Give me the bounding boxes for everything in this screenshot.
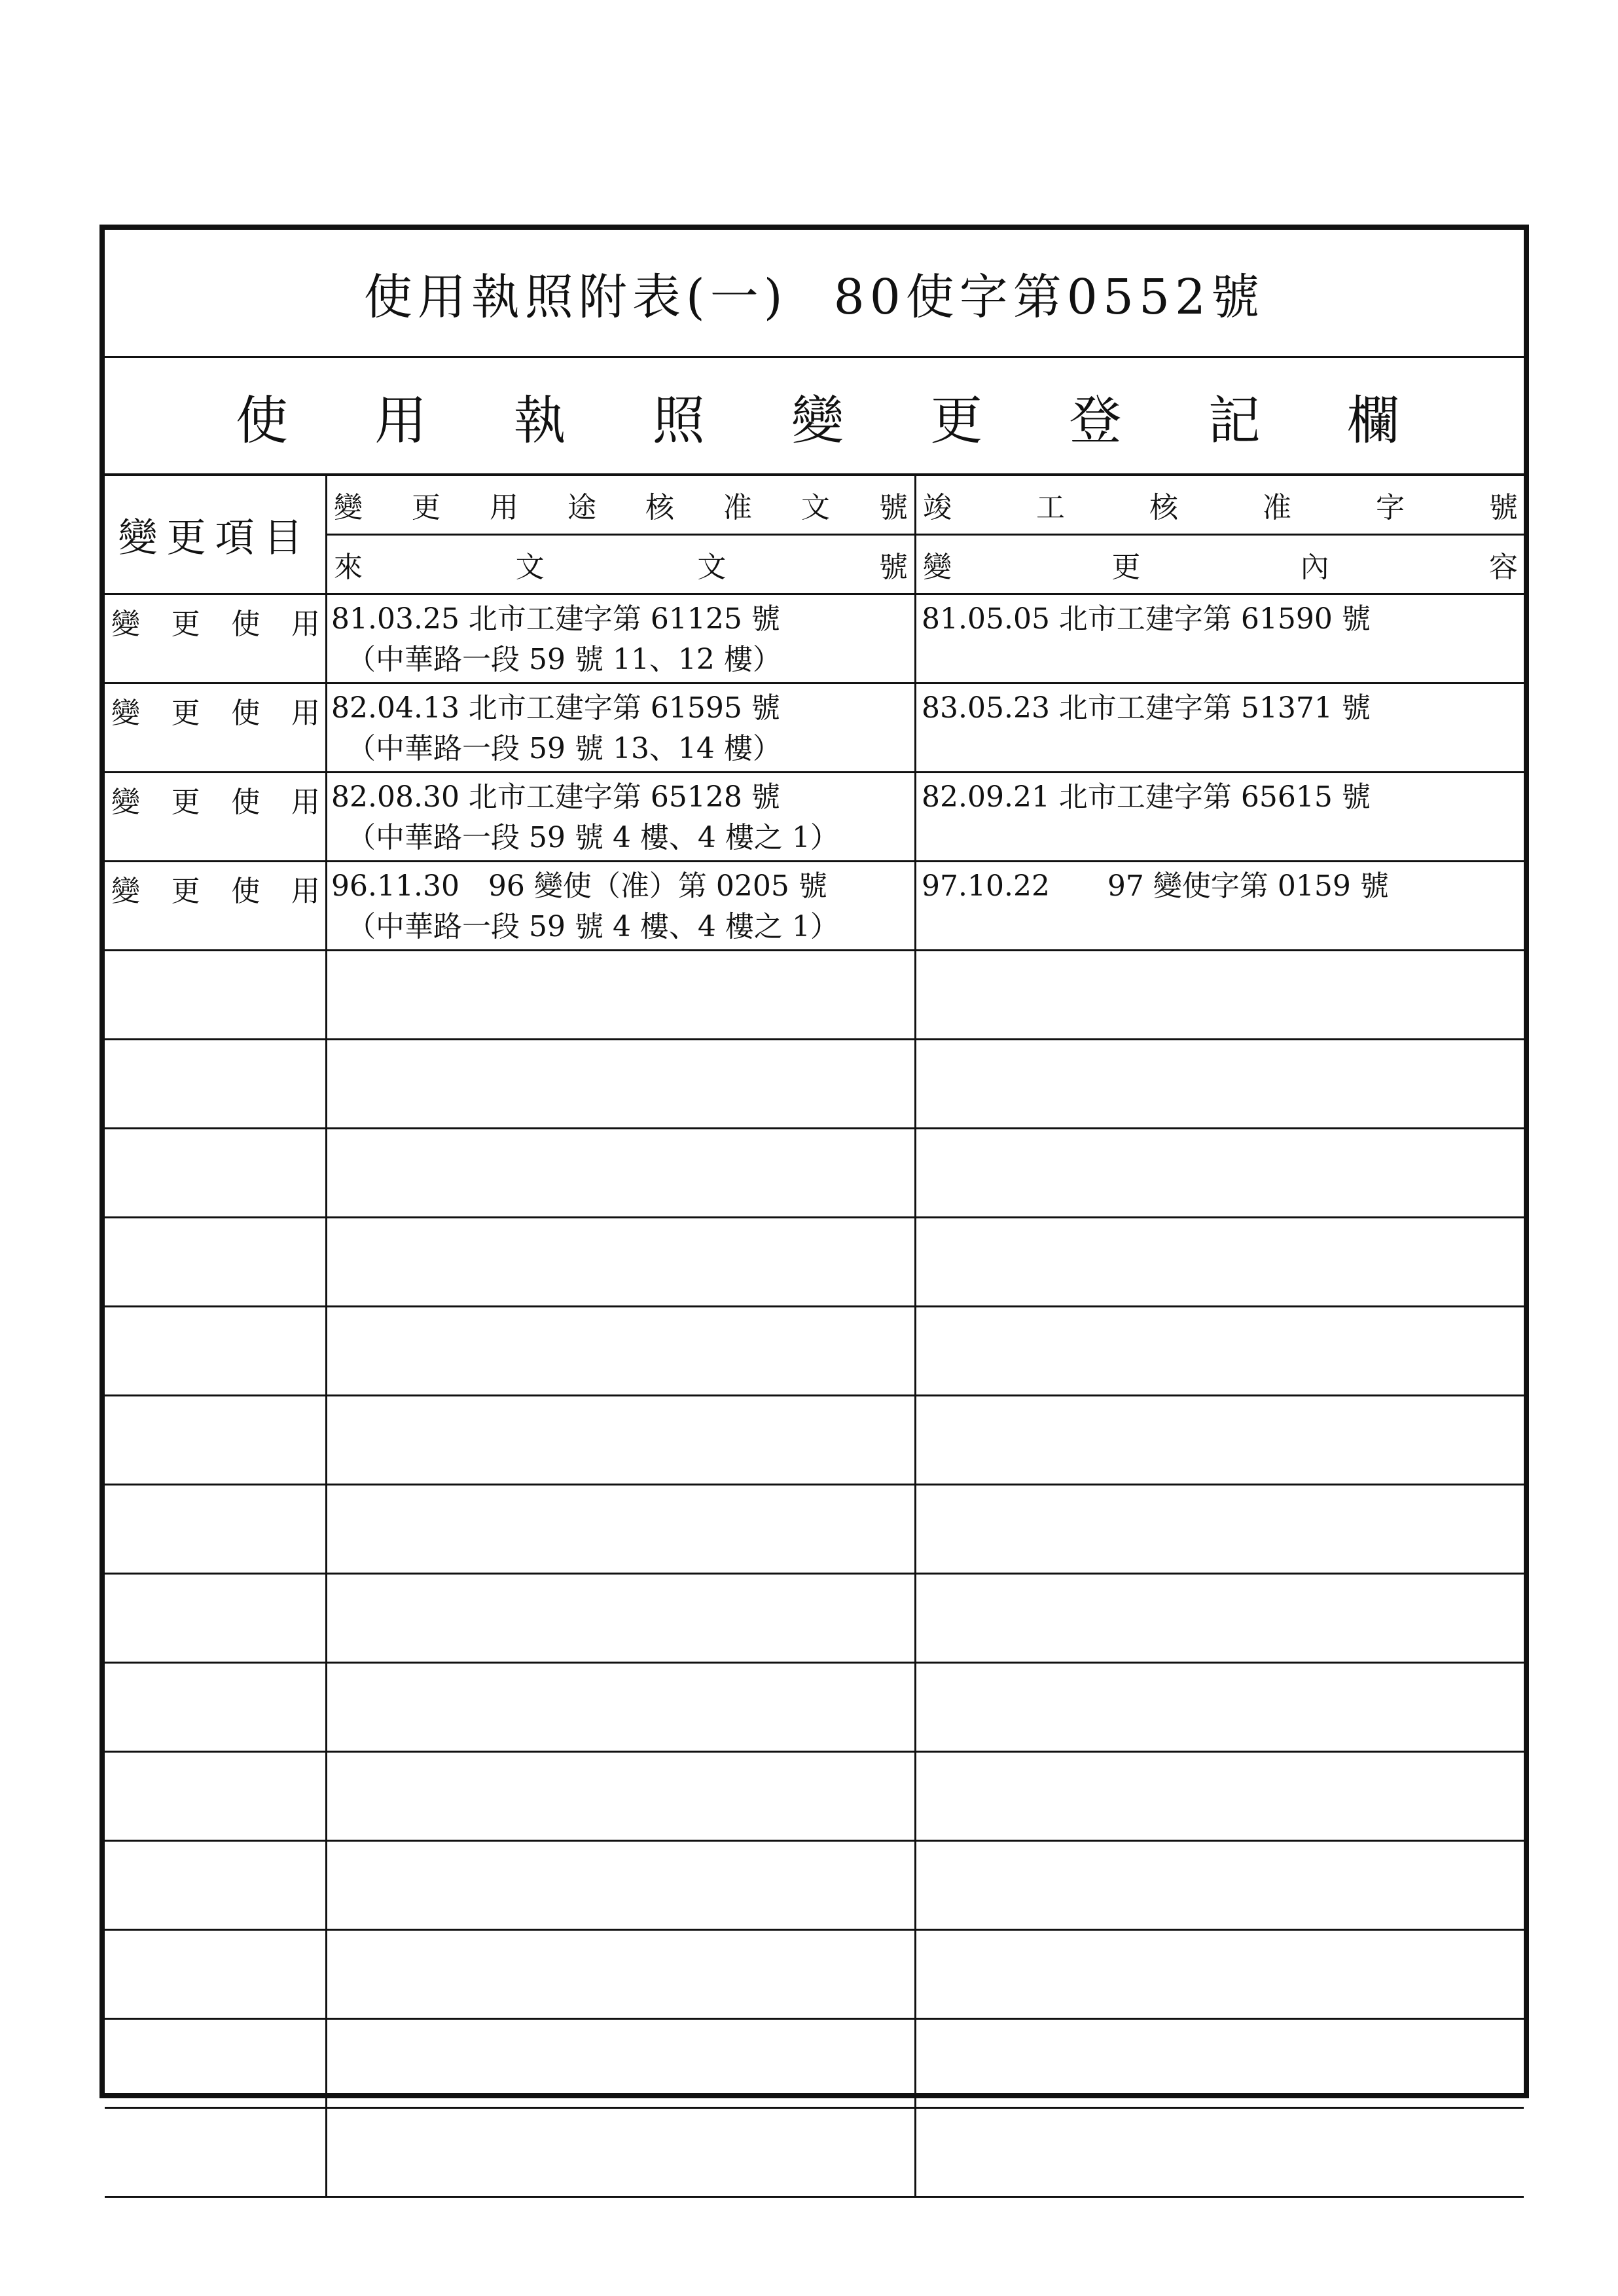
header-approval-doc-number (327, 476, 916, 536)
header-change-content (916, 536, 1524, 595)
incoming-doc-address: （中華路一段 59 號 11、12 樓） (347, 643, 782, 676)
subtitle-char: 執 (513, 390, 566, 451)
incoming-doc-address: （中華路一段 59 號 13、14 樓） (347, 732, 782, 765)
incoming-doc-cell (327, 595, 916, 682)
completion-approval-cell: 82.09.21 北市工建字第 65615 號 (922, 780, 1371, 814)
completion-approval-cell (916, 1396, 1524, 1484)
change-item-cell (105, 862, 327, 949)
header-char: 變 (334, 491, 363, 524)
completion-approval-cell (916, 1664, 1524, 1751)
incoming-doc-cell (327, 1396, 916, 1484)
header-char: 內 (1300, 551, 1329, 584)
form-title-label: 使用執照附表(一) (363, 268, 788, 325)
completion-approval-cell (916, 1218, 1524, 1305)
incoming-doc-cell (327, 2109, 916, 2196)
incoming-doc-cell (327, 1664, 916, 1751)
change-item-cell (105, 951, 327, 1038)
header-char: 文 (697, 551, 727, 584)
completion-approval-cell (916, 951, 1524, 1038)
form-title-number: 80使字第0552號 (833, 268, 1265, 325)
subtitle-char: 更 (930, 390, 983, 451)
change-item-cell (105, 1931, 327, 2018)
incoming-doc-cell (327, 1842, 916, 1929)
change-item-cell (105, 2109, 327, 2196)
table-row (105, 595, 1524, 684)
header-char: 容 (1488, 551, 1518, 584)
header-char: 用 (490, 491, 518, 524)
change-item-char: 用 (291, 786, 320, 819)
completion-approval-cell (916, 2109, 1524, 2196)
incoming-doc-cell (327, 1485, 916, 1573)
completion-approval-cell (916, 1931, 1524, 2018)
incoming-doc-cell (327, 1218, 916, 1305)
subtitle-char: 記 (1208, 390, 1261, 451)
license-form (99, 225, 1529, 2098)
change-item-cell (105, 1842, 327, 1929)
header-char: 更 (412, 491, 440, 524)
change-item-cell (105, 1129, 327, 1216)
table-row (105, 1396, 1524, 1485)
change-item-char: 變 (111, 608, 140, 641)
change-item-cell (105, 684, 327, 771)
change-item-cell (105, 1218, 327, 1305)
incoming-doc-address: （中華路一段 59 號 4 樓、4 樓之 1） (347, 910, 839, 943)
header-change-item: 變更項目 (105, 476, 327, 595)
completion-approval-cell (916, 1485, 1524, 1573)
completion-approval-cell (916, 1575, 1524, 1662)
header-char: 文 (801, 491, 830, 524)
incoming-doc-cell (327, 1575, 916, 1662)
change-item-char: 用 (291, 608, 320, 641)
header-char: 核 (645, 491, 674, 524)
subtitle-char: 照 (652, 390, 705, 451)
change-item-cell (105, 1396, 327, 1484)
completion-approval-cell (916, 1129, 1524, 1216)
incoming-doc-cell (327, 1753, 916, 1840)
incoming-doc-cell (327, 1129, 916, 1216)
header-char: 來 (334, 551, 363, 584)
table-row (105, 1753, 1524, 1842)
header-char: 號 (879, 491, 908, 524)
incoming-doc-cell (327, 862, 916, 949)
form-subtitle (105, 358, 1524, 476)
header-char: 准 (723, 491, 752, 524)
table-row (105, 1307, 1524, 1396)
completion-approval-cell: 97.10.22 97 變使字第 0159 號 (922, 869, 1389, 903)
table-row (105, 1842, 1524, 1931)
change-item-char: 用 (291, 697, 320, 730)
change-item-cell (105, 1040, 327, 1127)
subtitle-char: 變 (791, 390, 844, 451)
change-item-char: 變 (111, 786, 140, 819)
header-char: 竣 (923, 491, 952, 524)
header-char: 核 (1149, 491, 1178, 524)
header-char: 號 (878, 551, 908, 584)
header-char: 途 (567, 491, 596, 524)
change-item-char: 變 (111, 875, 140, 908)
table-row (105, 773, 1524, 862)
header-char: 變 (923, 551, 952, 584)
subtitle-char: 使 (236, 390, 288, 451)
incoming-doc-cell (327, 951, 916, 1038)
table-row (105, 1485, 1524, 1575)
table-row (105, 1040, 1524, 1129)
table-row (105, 1931, 1524, 2020)
change-item-char: 更 (171, 697, 200, 730)
table-row (105, 1129, 1524, 1218)
change-item-cell (105, 595, 327, 682)
change-item-char: 更 (171, 786, 200, 819)
header-char: 字 (1376, 491, 1405, 524)
change-item-cell (105, 1664, 327, 1751)
table-row (105, 862, 1524, 951)
completion-approval-cell (916, 1753, 1524, 1840)
incoming-doc-cell (327, 2020, 916, 2107)
incoming-doc-number: 82.08.30 北市工建字第 65128 號 (331, 780, 780, 814)
change-item-char: 使 (231, 697, 261, 730)
table-row (105, 951, 1524, 1040)
table-row (105, 1664, 1524, 1753)
change-item-cell (105, 2020, 327, 2107)
header-char: 更 (1111, 551, 1141, 584)
incoming-doc-cell (327, 773, 916, 860)
incoming-doc-cell (327, 1040, 916, 1127)
subtitle-char: 欄 (1347, 390, 1399, 451)
form-title (105, 230, 1524, 358)
change-item-char: 使 (231, 608, 261, 641)
header-char: 文 (515, 551, 545, 584)
header-char: 准 (1263, 491, 1291, 524)
completion-approval-cell (916, 2020, 1524, 2107)
header-incoming-doc-number (327, 536, 916, 595)
change-item-cell (105, 1307, 327, 1394)
table-row (105, 1218, 1524, 1307)
table-row (105, 684, 1524, 773)
header-char: 工 (1036, 491, 1065, 524)
header-completion-number (916, 476, 1524, 536)
incoming-doc-cell (327, 1307, 916, 1394)
change-item-char: 更 (171, 608, 200, 641)
incoming-doc-cell (327, 1931, 916, 2018)
completion-approval-cell: 83.05.23 北市工建字第 51371 號 (922, 691, 1371, 725)
completion-approval-cell: 81.05.05 北市工建字第 61590 號 (922, 602, 1371, 636)
incoming-doc-number: 82.04.13 北市工建字第 61595 號 (331, 691, 780, 725)
incoming-doc-cell (327, 684, 916, 771)
change-item-cell (105, 1485, 327, 1573)
incoming-doc-address: （中華路一段 59 號 4 樓、4 樓之 1） (347, 821, 839, 854)
completion-approval-cell (916, 1307, 1524, 1394)
incoming-doc-number: 81.03.25 北市工建字第 61125 號 (331, 602, 780, 636)
subtitle-char: 用 (374, 390, 427, 451)
header-char: 號 (1489, 491, 1518, 524)
table-row (105, 2020, 1524, 2109)
completion-approval-cell (916, 1842, 1524, 1929)
change-item-cell (105, 773, 327, 860)
change-item-char: 使 (231, 875, 261, 908)
incoming-doc-number: 96.11.30 96 變使（准）第 0205 號 (331, 869, 827, 903)
change-item-cell (105, 1575, 327, 1662)
change-item-char: 用 (291, 875, 320, 908)
subtitle-char: 登 (1069, 390, 1122, 451)
completion-approval-cell (916, 1040, 1524, 1127)
change-item-char: 使 (231, 786, 261, 819)
change-item-char: 變 (111, 697, 140, 730)
change-item-cell (105, 1753, 327, 1840)
change-item-char: 更 (171, 875, 200, 908)
table-row (105, 1575, 1524, 1664)
table-row (105, 2109, 1524, 2198)
